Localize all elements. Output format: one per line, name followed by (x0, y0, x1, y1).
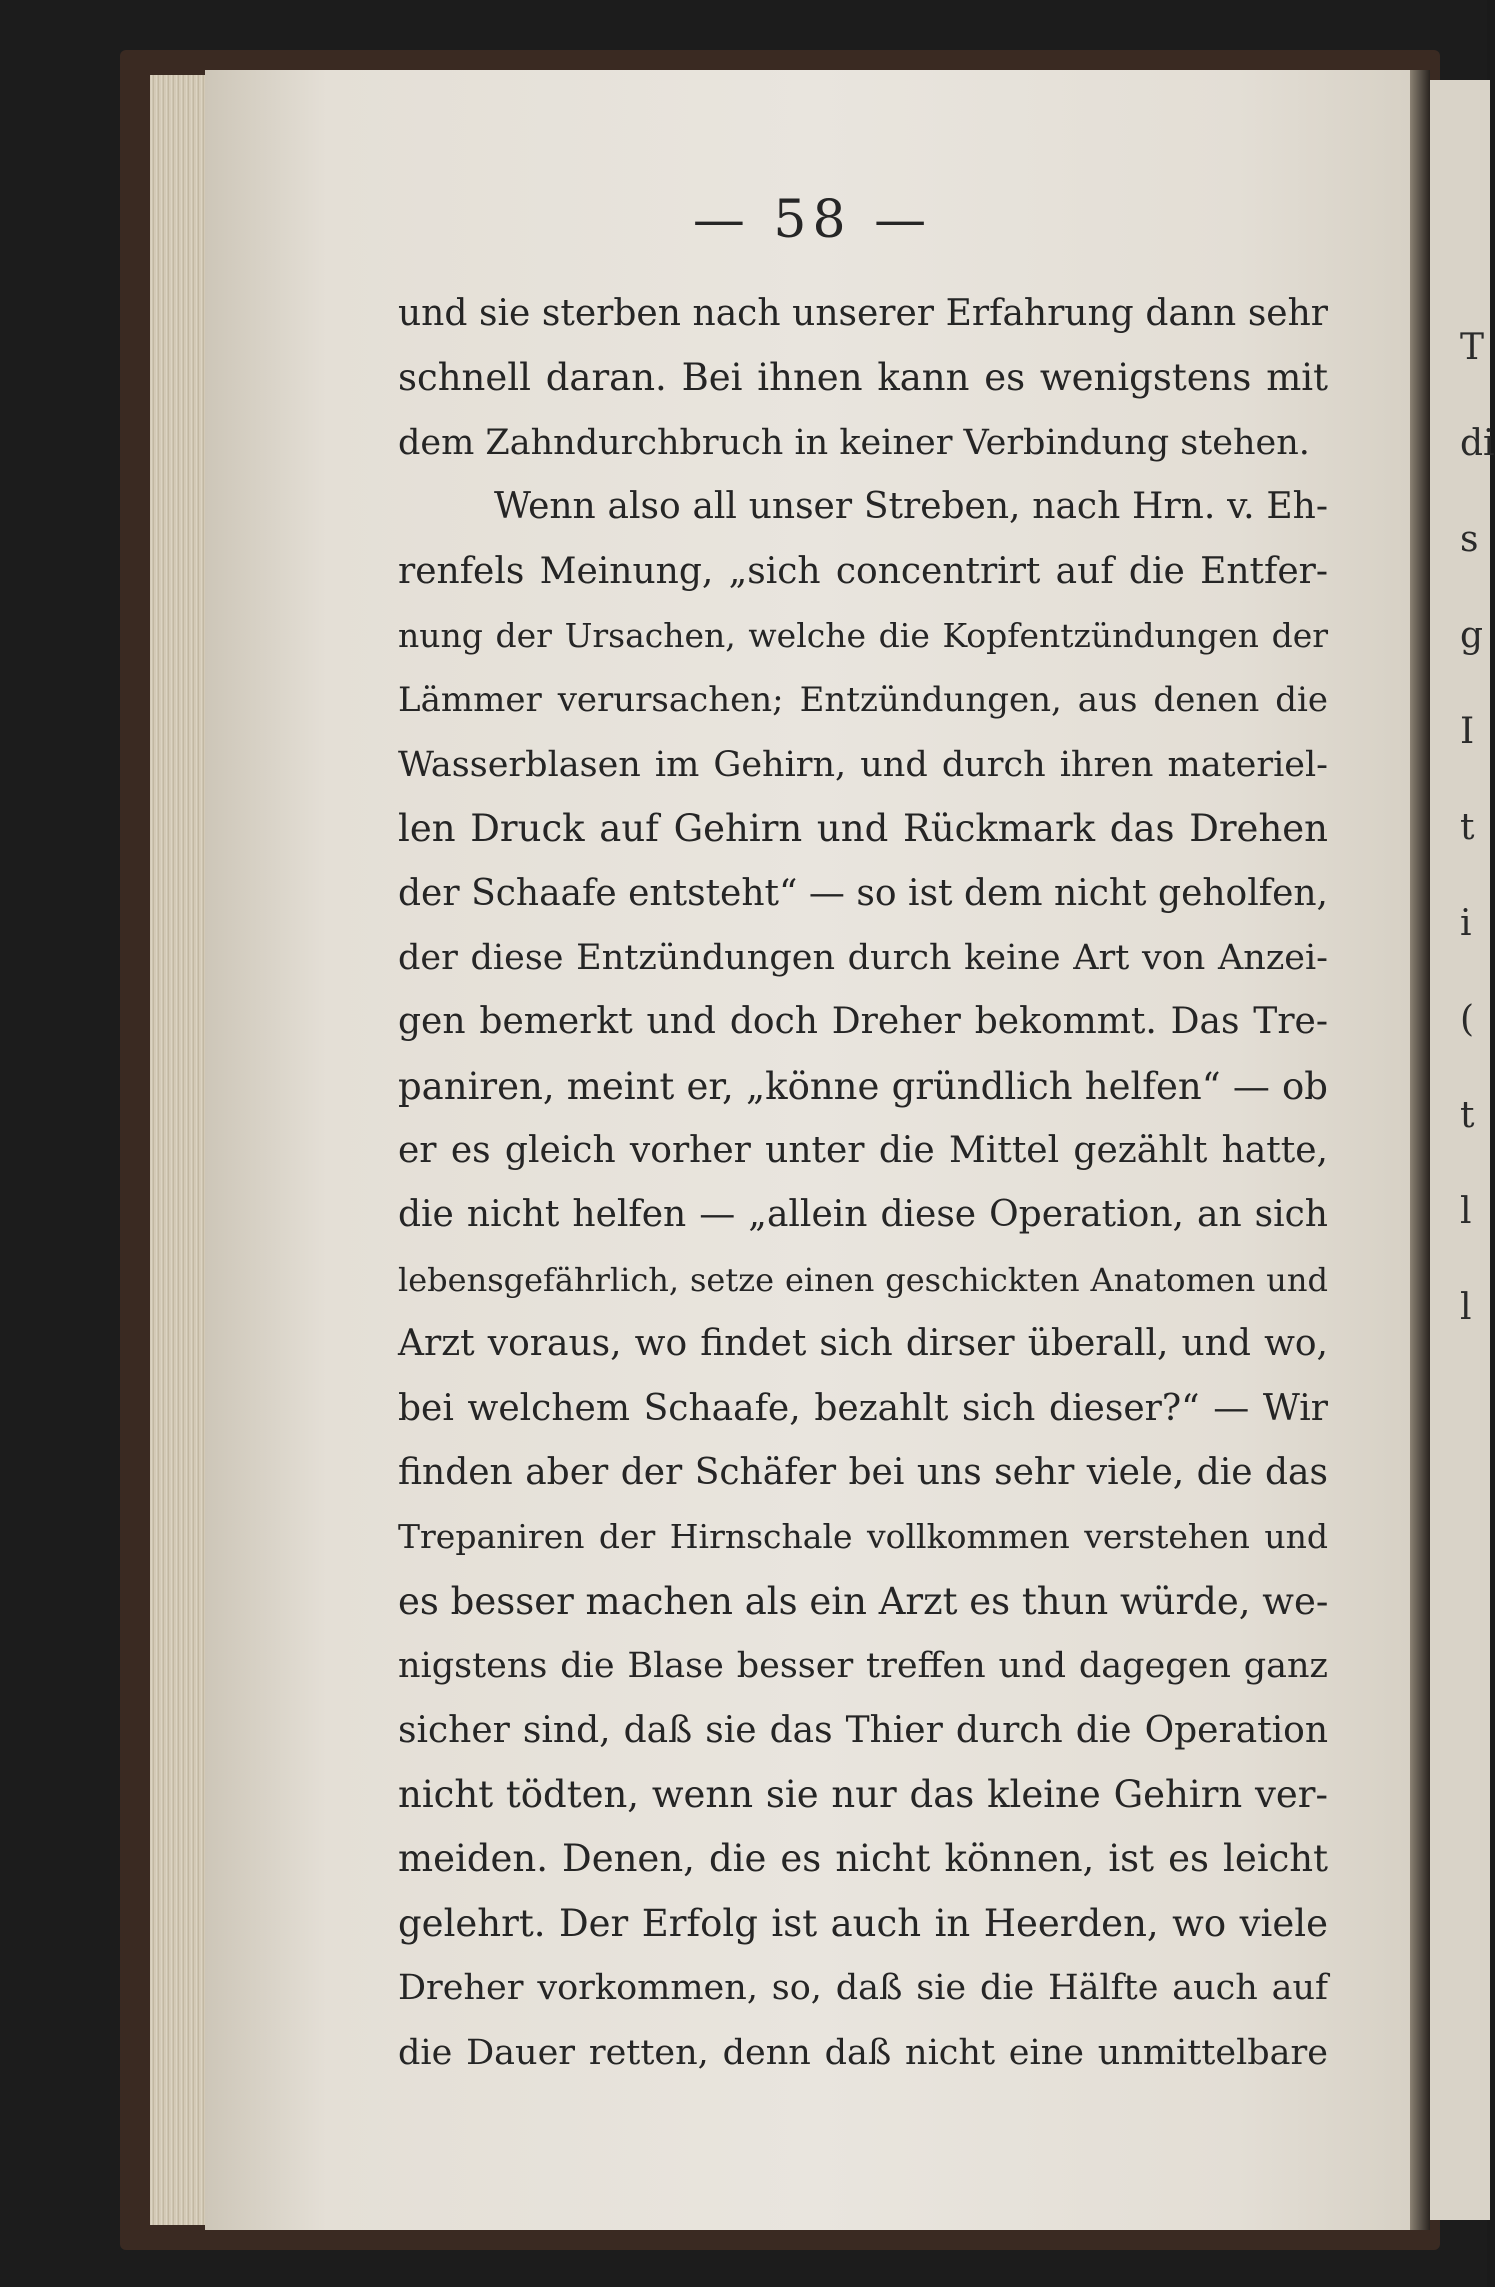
fragment-letter: t (1460, 807, 1475, 848)
fragment-letter: T (1460, 327, 1485, 368)
text-line: Wasserblasen im Gehirn, und durch ihren materiel- (398, 744, 1328, 785)
text-line: die Dauer retten, denn daß nicht eine unmittelbare (398, 2032, 1328, 2073)
text-line: Wenn also all unser Streben, nach Hrn. v. Eh- (494, 486, 1328, 528)
text-line: lebensgefährlich, setze einen geschickten Anatomen und (398, 1260, 1328, 1299)
text-line: finden aber der Schäfer bei uns sehr viele, die das (398, 1452, 1328, 1494)
next-page-fragment (1460, 300, 1495, 1356)
page-number: — 58 — (692, 190, 933, 250)
text-line: dem Zahndurchbruch in keiner Verbindung stehen. (398, 422, 1310, 463)
text-line: Arzt voraus, wo findet sich dirser überall, und wo, (398, 1323, 1328, 1365)
fragment-letter: i (1460, 903, 1472, 944)
text-line: der Schaafe entsteht“ — so ist dem nicht geholfen, (398, 872, 1328, 914)
fragment-letter: I (1460, 711, 1475, 752)
book-gutter (1410, 70, 1430, 2230)
fragment-letter: g (1460, 615, 1484, 656)
page-edges (150, 75, 210, 2225)
text-line: Lämmer verursachen; Entzündungen, aus denen die (398, 680, 1328, 721)
fragment-letter: l (1460, 1287, 1472, 1328)
text-line: er es gleich vorher unter die Mittel gezählt hatte, (398, 1130, 1328, 1172)
text-line: renfels Meinung, „sich concentrirt auf die Entfer- (398, 550, 1328, 592)
text-line: nigstens die Blase besser treffen und dagegen ganz (398, 1646, 1328, 1687)
text-line: Trepaniren der Hirnschale vollkommen verstehen und (398, 1517, 1328, 1557)
text-line: paniren, meint er, „könne gründlich helfen“ — ob (398, 1064, 1328, 1108)
fragment-letter: di (1460, 423, 1495, 464)
fragment-letter: s (1460, 519, 1479, 560)
fragment-letter: t (1460, 1095, 1475, 1136)
text-line: sicher sind, daß sie das Thier durch die Operation (398, 1709, 1328, 1751)
text-line: es besser machen als ein Arzt es thun würde, we- (398, 1579, 1329, 1623)
text-line: gen bemerkt und doch Dreher bekommt. Das Tre- (398, 1001, 1328, 1043)
fragment-letter: l (1460, 1191, 1472, 1232)
text-line: Dreher vorkommen, so, daß sie die Hälfte auch auf (398, 1968, 1328, 2009)
page-body-text (398, 282, 1328, 2085)
text-line: nicht tödten, wenn sie nur das kleine Gehirn ver- (398, 1772, 1328, 1816)
text-line: der diese Entzündungen durch keine Art von Anzei- (398, 937, 1328, 978)
text-line: und sie sterben nach unserer Erfahrung dann sehr (398, 293, 1328, 334)
fragment-letter: ( (1460, 999, 1475, 1040)
text-line: die nicht helfen — „allein diese Operation, an sich (398, 1194, 1328, 1236)
text-line: schnell daran. Bei ihnen kann es wenigstens mit (398, 356, 1328, 400)
text-line: bei welchem Schaafe, bezahlt sich dieser?“ — Wir (398, 1387, 1328, 1429)
text-line: len Druck auf Gehirn und Rückmark das Drehen (398, 807, 1328, 851)
text-line: gelehrt. Der Erfolg ist auch in Heerden, wo viele (398, 1901, 1328, 1945)
text-line: nung der Ursachen, welche die Kopfentzündungen der (398, 615, 1328, 655)
text-line: meiden. Denen, die es nicht können, ist es leicht (398, 1837, 1328, 1881)
